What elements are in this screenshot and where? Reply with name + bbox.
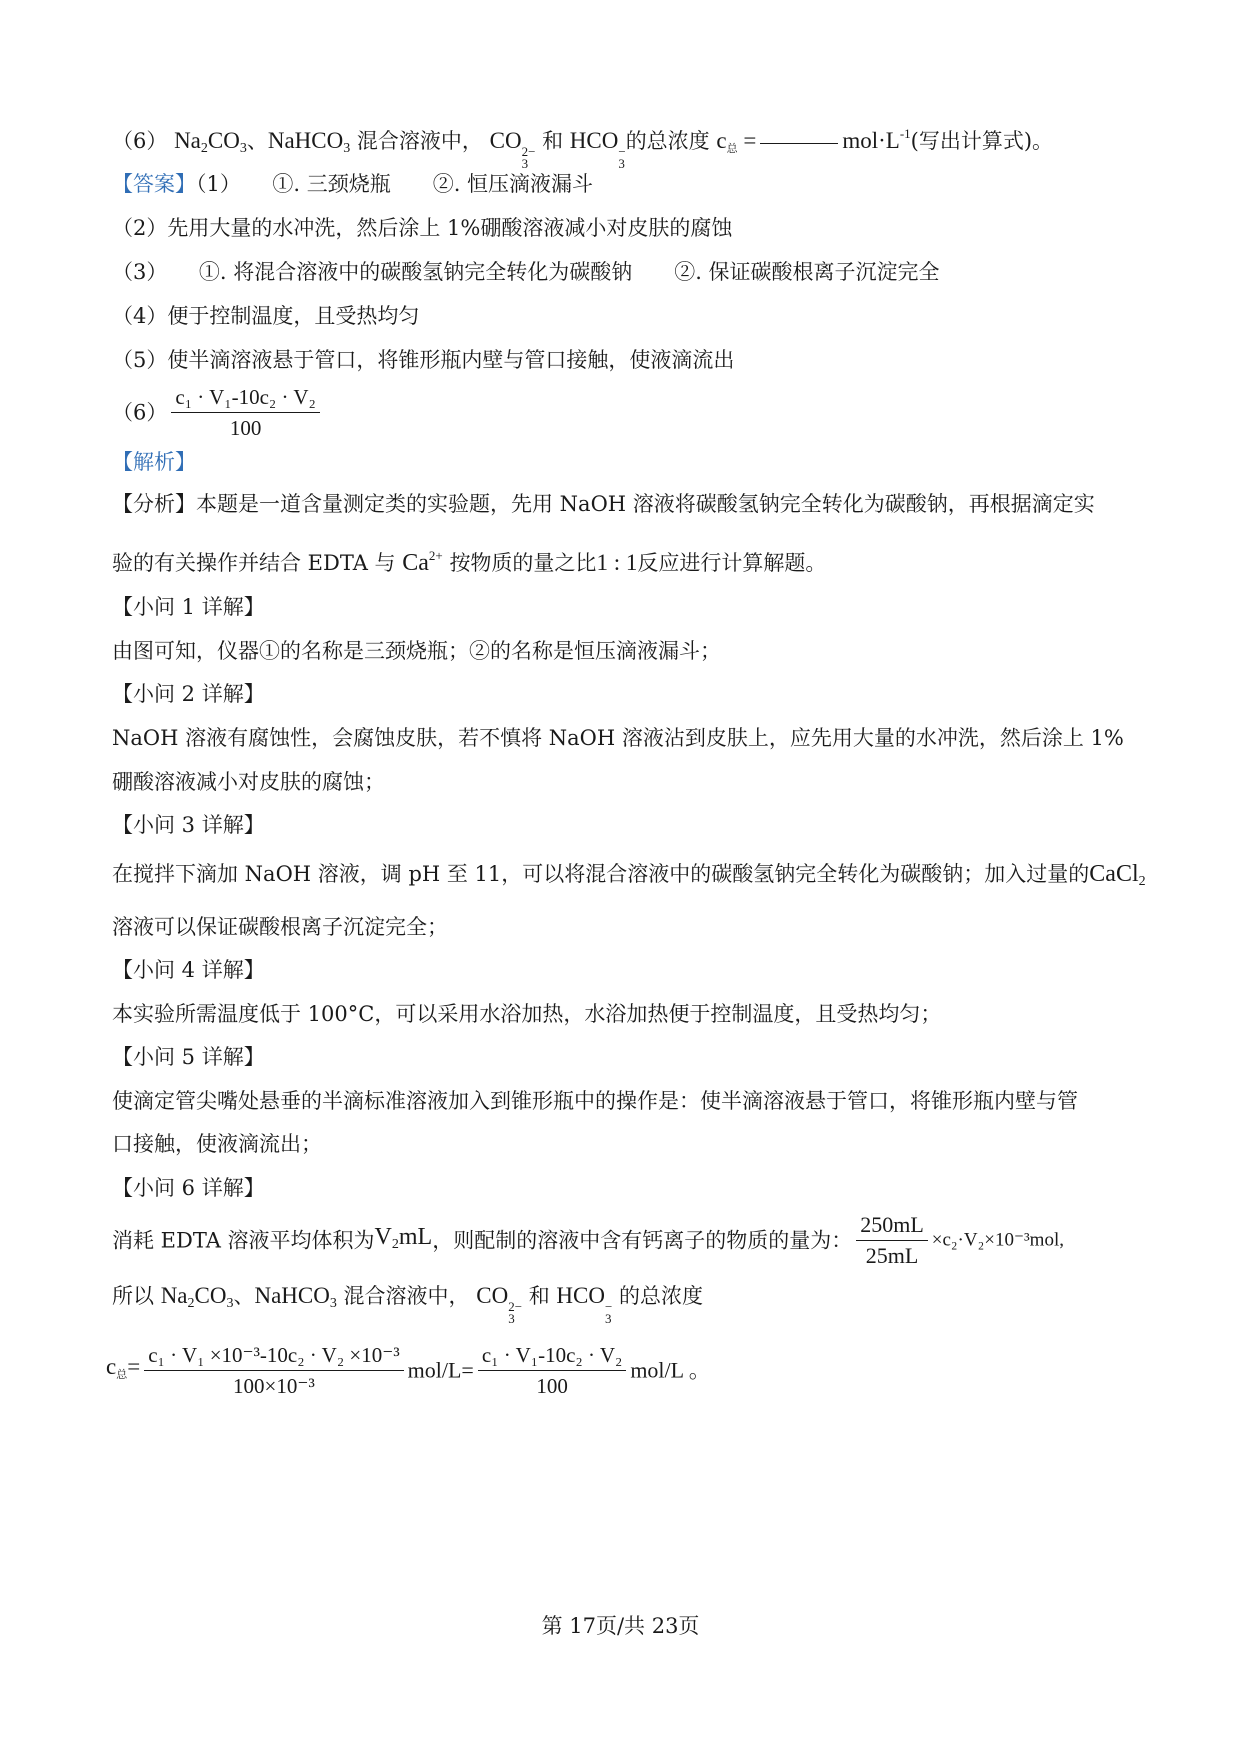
section-1-title: 【小问 1 详解】 bbox=[112, 595, 265, 619]
answer-line-2: （2）先用大量的水冲洗，然后涂上 1%硼酸溶液减小对皮肤的腐蚀 bbox=[112, 216, 733, 240]
answer-line-5: （5）使半滴溶液悬于管口，将锥形瓶内壁与管口接触，使液滴流出 bbox=[112, 348, 735, 372]
final-equation: $c_总=$ $\frac{\text{c₁ · V₁ ×10⁻³-10c₂ · V₂ ×10⁻³}}{\text{100×10⁻³}}$ mol/L= $\frac{\text{c₁ · V₁-10c₂ · V₂}}{100}$ mol/L 。 bbox=[106, 1340, 711, 1401]
answer-line-4: （4）便于控制温度，且受热均匀 bbox=[112, 304, 420, 328]
answer-6-fraction: $\frac{\text{c₁ · V₁-10c₂ · V₂}}{100}$ bbox=[171, 382, 319, 443]
answer-line-3: （3） ①. 将混合溶液中的碳酸氢钠完全转化为碳酸钠 ②. 保证碳酸根离子沉淀完全 bbox=[112, 260, 940, 284]
answer-line-1: 【答案】（1） ①. 三颈烧瓶 ②. 恒压滴液漏斗 bbox=[112, 172, 594, 196]
section-5-line-1: 使滴定管尖嘴处悬垂的半滴标准溶液加入到锥形瓶中的操作是：使半滴溶液悬于管口，将锥形瓶内壁与管 bbox=[112, 1089, 1078, 1113]
section-5-title: 【小问 5 详解】 bbox=[112, 1045, 265, 1069]
section-4-line-1: 本实验所需温度低于 100°C，可以采用水浴加热，水浴加热便于控制温度，且受热均匀； bbox=[112, 1002, 942, 1026]
section-2-title: 【小问 2 详解】 bbox=[112, 682, 265, 706]
section-1-line-1: 由图可知，仪器①的名称是三颈烧瓶；②的名称是恒压滴液漏斗； bbox=[112, 639, 721, 663]
volume-ratio-fraction: $\frac{250mL}{25mL}$ bbox=[856, 1210, 928, 1271]
section-6-title: 【小问 6 详解】 bbox=[112, 1176, 265, 1200]
answer-line-6: （6） $\frac{\text{c₁ · V₁-10c₂ · V₂}}{100}$ bbox=[112, 382, 324, 443]
section-5-line-2: 口接触，使液滴流出； bbox=[112, 1132, 322, 1156]
page-footer: 第 17页/共 23页 bbox=[541, 1614, 700, 1638]
answer-label: 【答案】 bbox=[112, 172, 196, 196]
section-2-line-1: NaOH 溶液有腐蚀性，会腐蚀皮肤，若不慎将 NaOH 溶液沾到皮肤上，应先用大量的水冲洗，然后涂上 1% bbox=[112, 726, 1124, 750]
section-6-line-1: 消耗 EDTA 溶液平均体积为$V_2mL$，则配制的溶液中含有钙离子的物质的量为： $\frac{250mL}{25mL}$ ×c₂·V₂×10⁻³mol, bbox=[112, 1210, 1064, 1271]
analysis-label: 【解析】 bbox=[112, 450, 196, 474]
question-6: （6） $Na_2CO_3$、NaHCO$_3$ 混合溶液中， CO 2− 3 和 HCO − 3 的总浓度 $c_总 = mol\cdot L^{-1}$(写出计算式)。 bbox=[112, 126, 1054, 171]
section-4-title: 【小问 4 详解】 bbox=[112, 958, 265, 982]
answer-blank bbox=[760, 143, 838, 144]
section-3-line-2: 溶液可以保证碳酸根离子沉淀完全； bbox=[112, 915, 448, 939]
section-3-title: 【小问 3 详解】 bbox=[112, 813, 265, 837]
section-3-line-1: 在搅拌下滴加 NaOH 溶液，调 pH 至 11，可以将混合溶液中的碳酸氢钠完全转化为碳酸钠；加入过量的CaCl$_2$ bbox=[112, 861, 1146, 889]
final-fraction-2: $\frac{\text{c₁ · V₁-10c₂ · V₂}}{100}$ bbox=[478, 1340, 626, 1401]
final-fraction-1: $\frac{\text{c₁ · V₁ ×10⁻³-10c₂ · V₂ ×10⁻³}}{\text{100×10⁻³}}$ bbox=[144, 1340, 403, 1401]
section-6-line-2: 所以 $Na_2CO_3$、NaHCO$_3$ 混合溶液中， CO 2− 3 和 HCO − 3 的总浓度 bbox=[112, 1283, 703, 1326]
analysis-p2: 验的有关操作并结合 EDTA 与 $Ca^{2+}$ 按物质的量之比1 : 1反应进行计算解题。 bbox=[112, 548, 827, 576]
section-2-line-2: 硼酸溶液减小对皮肤的腐蚀； bbox=[112, 770, 385, 794]
analysis-p1: 【分析】本题是一道含量测定类的实验题，先用 NaOH 溶液将碳酸氢钠完全转化为碳酸钠，再根据滴定实 bbox=[112, 492, 1095, 516]
